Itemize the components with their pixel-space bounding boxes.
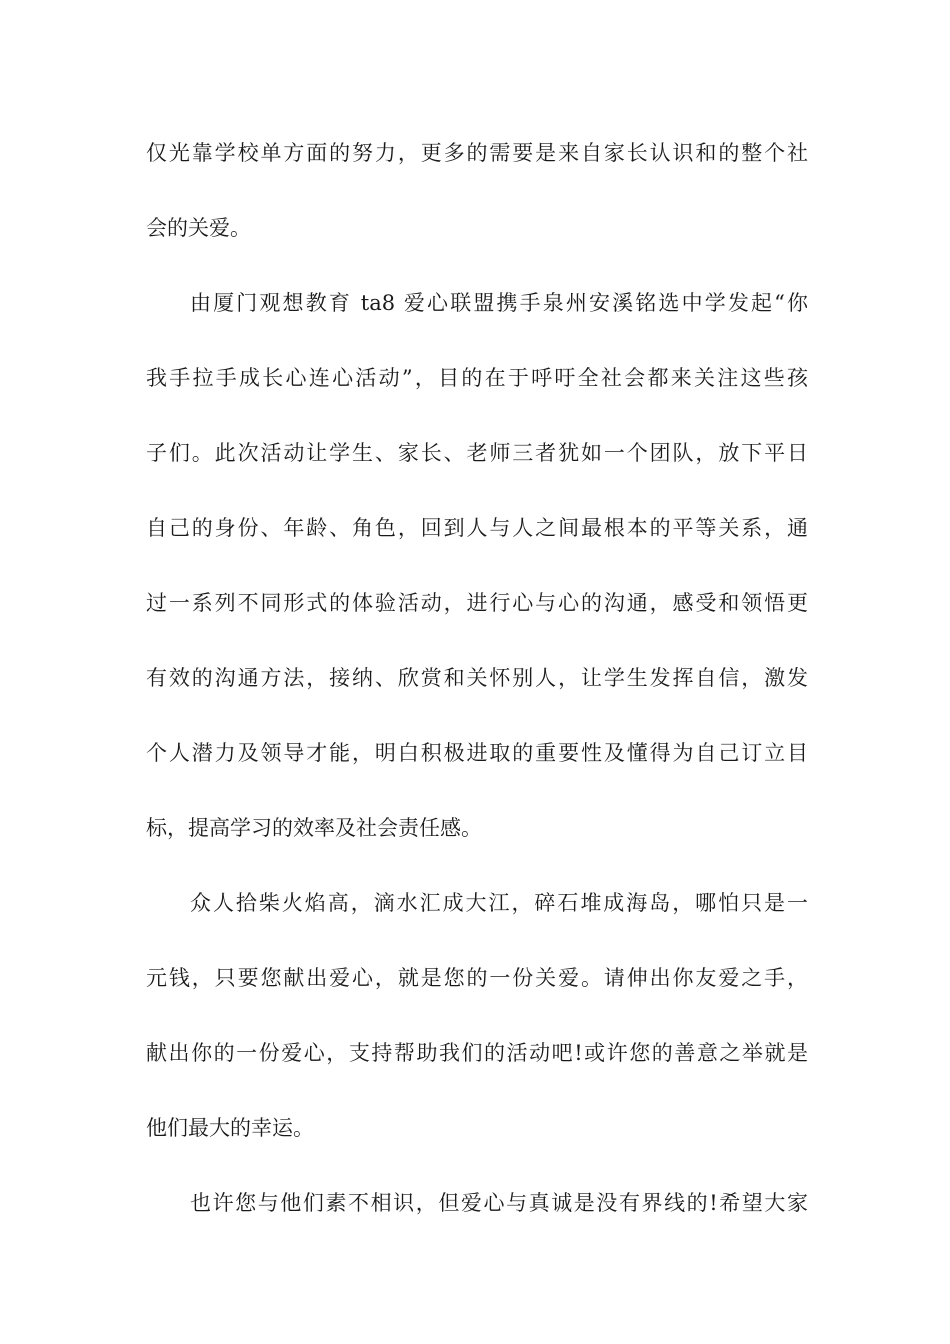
text-line: 子们。此次活动让学生、家长、老师三者犹如一个团队，放下平日 (146, 441, 808, 465)
text-line: 我手拉手成长心连心活动”，目的在于呼吁全社会都来关注这些孩 (146, 366, 808, 390)
text-line: 献出你的一份爱心，支持帮助我们的活动吧!或许您的善意之举就是 (146, 1041, 808, 1065)
text-line: 标，提高学习的效率及社会责任感。 (146, 816, 482, 840)
document-body (146, 131, 808, 1256)
text-line: 个人潜力及领导才能，明白积极进取的重要性及懂得为自己订立目 (146, 741, 808, 765)
text-line: 会的关爱。 (146, 216, 251, 240)
text-line: 他们最大的幸运。 (146, 1116, 314, 1140)
paragraph-first-line: 也许您与他们素不相识，但爱心与真诚是没有界线的!希望大家 (190, 1191, 808, 1215)
text-line: 自己的身份、年龄、角色，回到人与人之间最根本的平等关系，通 (146, 516, 808, 540)
paragraph-first-line: 众人拾柴火焰高，滴水汇成大江，碎石堆成海岛，哪怕只是一 (190, 891, 808, 915)
text-line: 仅光靠学校单方面的努力，更多的需要是来自家长认识和的整个社 (146, 141, 808, 165)
text-line: 过一系列不同形式的体验活动，进行心与心的沟通，感受和领悟更 (146, 591, 808, 615)
paragraph-first-line: 由厦门观想教育 ta8 爱心联盟携手泉州安溪铭选中学发起“你 (190, 291, 808, 315)
text-line: 元钱，只要您献出爱心，就是您的一份关爱。请伸出你友爱之手， (146, 966, 808, 990)
text-line: 有效的沟通方法，接纳、欣赏和关怀别人，让学生发挥自信，激发 (146, 666, 808, 690)
